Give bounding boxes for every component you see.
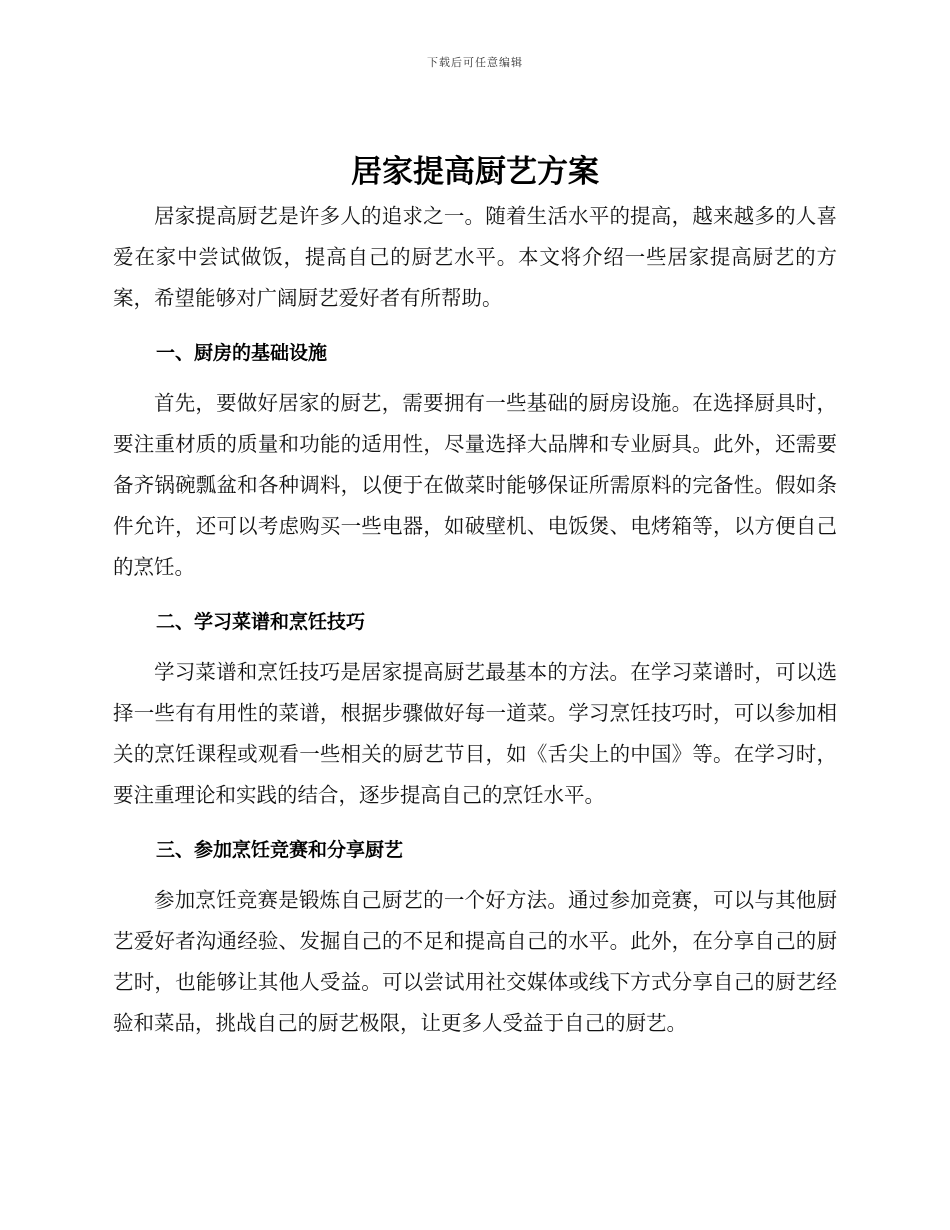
section-1 [113,336,837,588]
page-header-note: 下载后可任意编辑 [427,56,523,69]
section-heading: 一、厨房的基础设施 [156,342,328,364]
section-paragraph: 学习菜谱和烹饪技巧是居家提高厨艺最基本的方法。在学习菜谱时，可以选择一些有有用性的菜谱，根据步骤做好每一道菜。学习烹饪技巧时，可以参加相关的烹饪课程或观看一些相关的厨艺节目，如《舌尖上的中国》等。在学习时，要注重理论和实践的结合，逐步提高自己的烹饪水平。 [113,660,837,807]
section-heading: 三、参加烹饪竞赛和分享厨艺 [156,839,404,861]
section-paragraph: 参加烹饪竞赛是锻炼自己厨艺的一个好方法。通过参加竞赛，可以与其他厨艺爱好者沟通经验、发掘自己的不足和提高自己的水平。此外，在分享自己的厨艺时，也能够让其他人受益。可以尝试用社交媒体或线下方式分享自己的厨艺经验和菜品，挑战自己的厨艺极限，让更多人受益于自己的厨艺。 [113,888,837,1035]
section-3 [113,833,837,1044]
section-heading: 二、学习菜谱和烹饪技巧 [156,611,366,633]
document-title: 居家提高厨艺方案 [351,154,599,190]
intro-paragraph: 居家提高厨艺是许多人的追求之一。随着生活水平的提高，越来越多的人喜爱在家中尝试做饭，提高自己的厨艺水平。本文将介绍一些居家提高厨艺的方案，希望能够对广阔厨艺爱好者有所帮助。 [113,204,837,310]
section-2 [113,605,837,816]
document-body [113,150,837,1044]
section-paragraph: 首先，要做好居家的厨艺，需要拥有一些基础的厨房设施。在选择厨具时，要注重材质的质量和功能的适用性，尽量选择大品牌和专业厨具。此外，还需要备齐锅碗瓢盆和各种调料，以便于在做菜时能够保证所需原料的完备性。假如条件允许，还可以考虑购买一些电器，如破壁机、电饭煲、电烤箱等，以方便自己的烹饪。 [113,391,837,579]
